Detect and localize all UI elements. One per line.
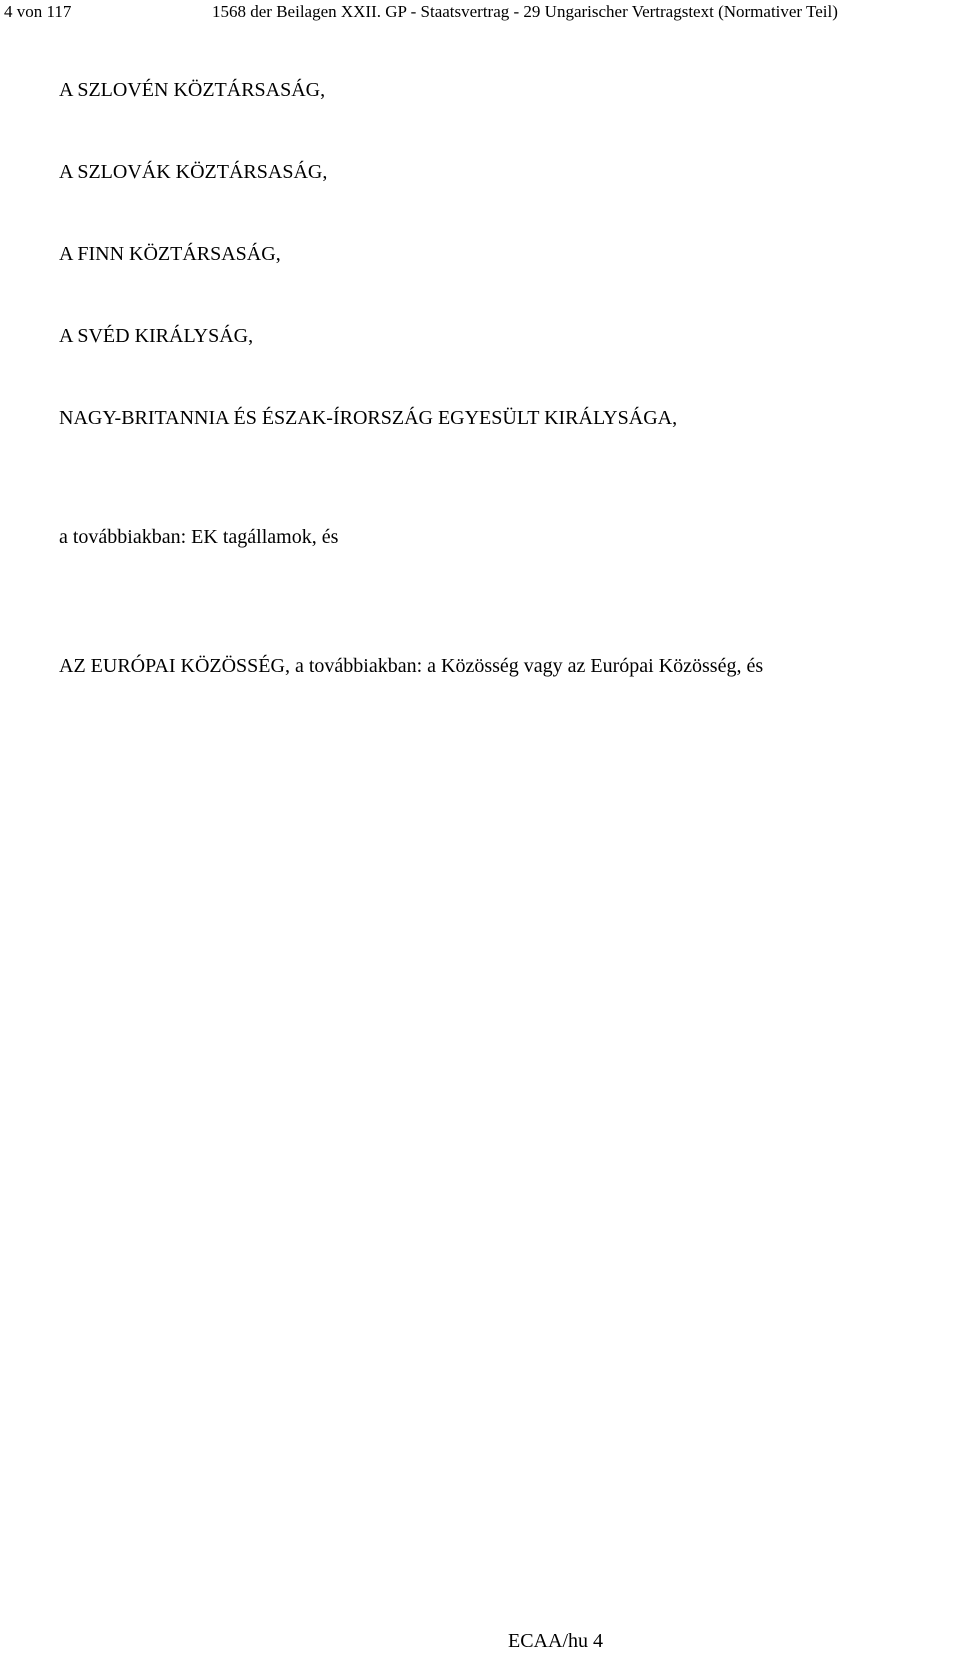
page-footer-ref: ECAA/hu 4 <box>508 1630 603 1652</box>
member-states-clause: a továbbiakban: EK tagállamok, és <box>59 526 339 548</box>
party-slovenia: A SZLOVÉN KÖZTÁRSASÁG, <box>59 79 326 101</box>
page-counter: 4 von 117 <box>4 2 72 21</box>
party-slovakia: A SZLOVÁK KÖZTÁRSASÁG, <box>59 161 328 183</box>
community-clause: AZ EURÓPAI KÖZÖSSÉG, a továbbiakban: a Közösség vagy az Európai Közösség, és <box>59 655 764 677</box>
party-sweden: A SVÉD KIRÁLYSÁG, <box>59 325 254 347</box>
party-united-kingdom: NAGY-BRITANNIA ÉS ÉSZAK-ÍRORSZÁG EGYESÜLT KIRÁLYSÁGA, <box>59 407 678 429</box>
document-title: 1568 der Beilagen XXII. GP - Staatsvertrag - 29 Ungarischer Vertragstext (Normativer Teil) <box>212 2 838 21</box>
party-finland: A FINN KÖZTÁRSASÁG, <box>59 243 281 265</box>
